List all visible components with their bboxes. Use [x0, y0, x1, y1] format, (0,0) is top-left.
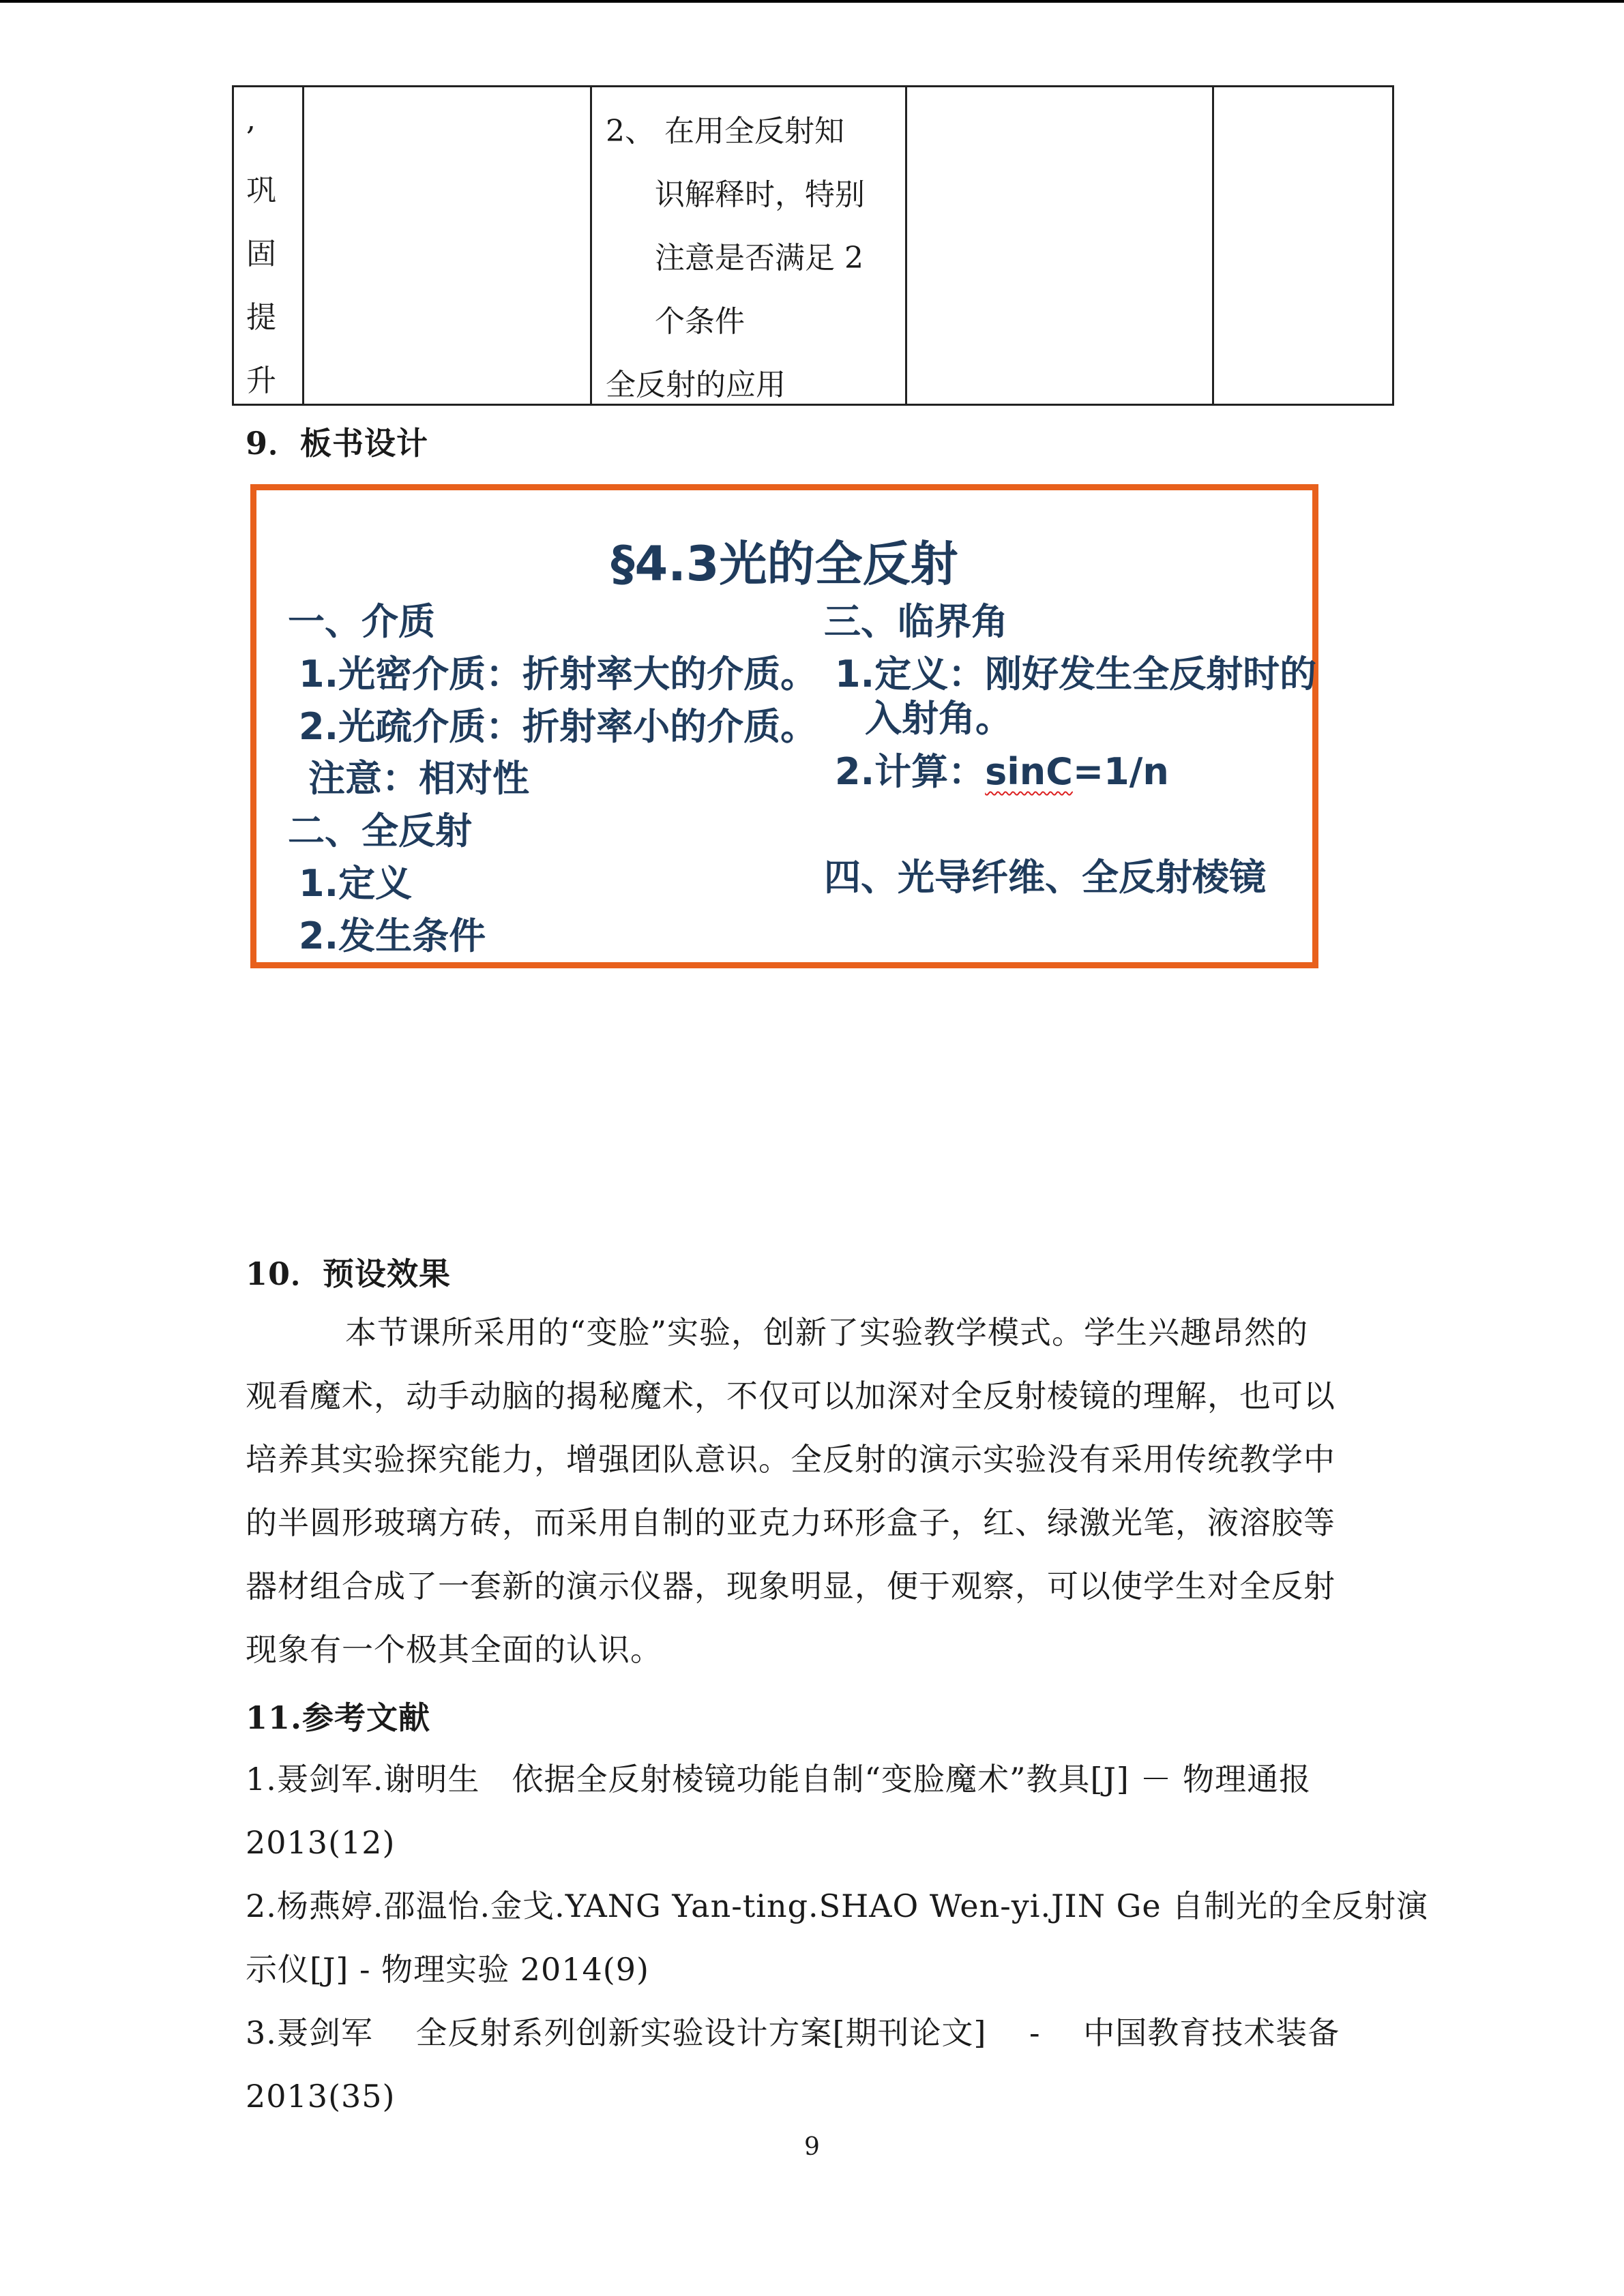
table-stage-char: ,: [246, 102, 256, 137]
reference-line: 2.杨燕婷.邵温怡.金戈.YANG Yan-ting.SHAO Wen-yi.JIN Ge 自制光的全反射演: [246, 1888, 1429, 1924]
paragraph-line: 观看魔术，动手动脑的揭秘魔术，不仅可以加深对全反射棱镜的理解，也可以: [246, 1377, 1335, 1414]
table-cell-line: 个条件: [655, 304, 745, 339]
section-heading-expected-effect: 10．预设效果: [246, 1255, 452, 1292]
page-number: 9: [804, 2133, 820, 2161]
board-line: 2.发生条件: [299, 914, 486, 957]
board-formula-label: 2.计算：: [835, 750, 986, 793]
table-cell-line: 注意是否满足 2: [655, 241, 863, 275]
board-line: 入射角。: [865, 697, 1012, 740]
paragraph-line: 器材组合成了一套新的演示仪器，现象明显，便于观察，可以使学生对全反射: [246, 1568, 1335, 1605]
board-line: 三、临界角: [824, 600, 1008, 643]
paragraph-line: 培养其实验探究能力，增强团队意识。全反射的演示实验没有采用传统教学中: [246, 1441, 1335, 1478]
board-formula-sinc: sinC: [985, 750, 1073, 793]
board-design-box: [250, 484, 1318, 968]
board-formula-line: [835, 743, 1169, 795]
table-stage-char: 提: [246, 300, 276, 335]
paragraph-line: 现象有一个极其全面的认识。: [246, 1631, 662, 1668]
table-stage-char: 固: [246, 237, 276, 271]
table-divider: [1212, 87, 1214, 404]
section-heading-references: 11.参考文献: [246, 1699, 431, 1736]
lesson-table: [232, 85, 1394, 406]
table-divider: [302, 87, 304, 404]
table-cell-line: 全反射的应用: [606, 368, 786, 402]
reference-line: 示仪[J] - 物理实验 2014(9): [246, 1951, 649, 1988]
board-formula-value: =1/n: [1072, 750, 1169, 793]
board-line: 注意：相对性: [308, 757, 529, 800]
table-divider: [590, 87, 592, 404]
board-line: 1.定义：刚好发生全反射时的: [835, 653, 1317, 696]
table-stage-char: 巩: [246, 173, 276, 208]
board-line: 二、全反射: [288, 809, 472, 852]
top-rule: [0, 0, 1624, 3]
table-cell-line: 识解释时，特别: [655, 177, 865, 212]
reference-line: 1.聂剑军.谢明生 依据全反射棱镜功能自制“变脸魔术”教具[J] － 物理通报: [246, 1761, 1312, 1798]
board-line: 四、光导纤维、全反射棱镜: [824, 856, 1266, 899]
board-title: §4.3光的全反射: [610, 536, 958, 592]
table-cell-line: 2、 在用全反射知: [606, 114, 844, 149]
reference-line: 3.聂剑军 全反射系列创新实验设计方案[期刊论文] - 中国教育技术装备: [246, 2014, 1340, 2051]
board-line: 2.光疏介质：折射率小的介质。: [299, 705, 818, 748]
section-heading-board-design: 9．板书设计: [246, 425, 429, 462]
board-line: 1.光密介质：折射率大的介质。: [299, 653, 818, 696]
table-activity-cell: [606, 100, 906, 417]
reference-line: 2013(35): [246, 2078, 396, 2115]
reference-line: 2013(12): [246, 1824, 396, 1861]
paragraph-line: 本节课所采用的“变脸”实验，创新了实验教学模式。学生兴趣昂然的: [345, 1314, 1309, 1351]
board-line: 一、介质: [288, 600, 435, 643]
board-line: 1.定义: [299, 862, 413, 905]
paragraph-line: 的半圆形玻璃方砖，而采用自制的亚克力环形盒子，红、绿激光笔，液溶胶等: [246, 1504, 1335, 1541]
references-list: [246, 1748, 1429, 2128]
expected-effect-paragraph: [246, 1301, 1364, 1682]
table-stage-char: 升: [246, 363, 276, 398]
